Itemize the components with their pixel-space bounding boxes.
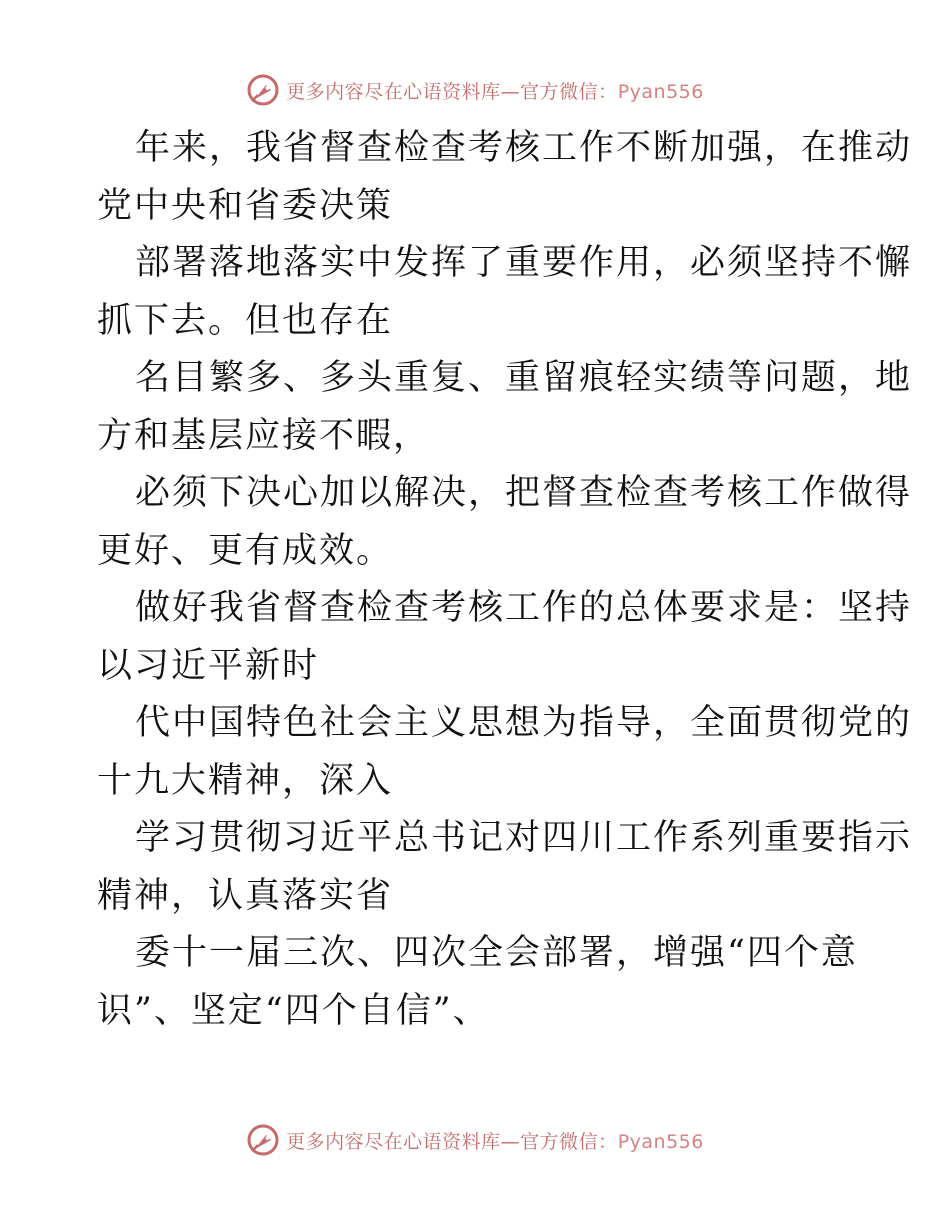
body-line-14: 精神，认真落实省	[97, 875, 394, 916]
footer-wechat-text: 官方微信：	[520, 1130, 618, 1153]
footer-banner	[0, 1120, 950, 1160]
header-banner-text	[286, 77, 704, 104]
footer-dash: —	[500, 1130, 521, 1153]
footer-banner-text	[286, 1127, 704, 1154]
body-line-15: 委十一届三次、四次全会部署，增强“四个意	[135, 933, 858, 973]
body-line-9: 做好我省督查检查考核工作的总体要求是：坚持	[135, 588, 913, 628]
footer-wechat-id: Pyan556	[617, 1130, 704, 1153]
footer-site-text: 更多内容尽在心语资料库	[286, 1130, 501, 1153]
pen-nib-logo-icon	[246, 1123, 280, 1157]
body-line-10: 以习近平新时	[97, 645, 320, 686]
body-line-4: 抓下去。但也存在	[97, 300, 394, 341]
body-line-8: 更好、更有成效。	[97, 530, 394, 571]
document-body	[97, 120, 913, 1040]
header-banner	[0, 70, 950, 110]
header-wechat-text: 官方微信：	[520, 80, 618, 103]
body-line-3: 部署落地落实中发挥了重要作用，必须坚持不懈	[135, 243, 913, 283]
body-line-12: 十九大精神，深入	[97, 760, 394, 801]
body-line-5: 名目繁多、多头重复、重留痕轻实绩等问题，地	[135, 358, 913, 398]
pen-nib-logo-icon	[246, 73, 280, 107]
body-line-2: 党中央和省委决策	[97, 185, 394, 226]
body-line-16: 识”、坚定“四个自信”、	[97, 990, 490, 1031]
body-line-7: 必须下决心加以解决，把督查检查考核工作做得	[135, 473, 913, 513]
header-dash: —	[500, 80, 521, 103]
body-line-13: 学习贯彻习近平总书记对四川工作系列重要指示	[135, 818, 913, 858]
body-line-11: 代中国特色社会主义思想为指导，全面贯彻党的	[135, 703, 913, 743]
header-wechat-id: Pyan556	[617, 80, 704, 103]
body-line-1: 年来，我省督查检查考核工作不断加强，在推动	[135, 128, 913, 168]
header-site-text: 更多内容尽在心语资料库	[286, 80, 501, 103]
body-line-6: 方和基层应接不暇，	[97, 415, 431, 456]
